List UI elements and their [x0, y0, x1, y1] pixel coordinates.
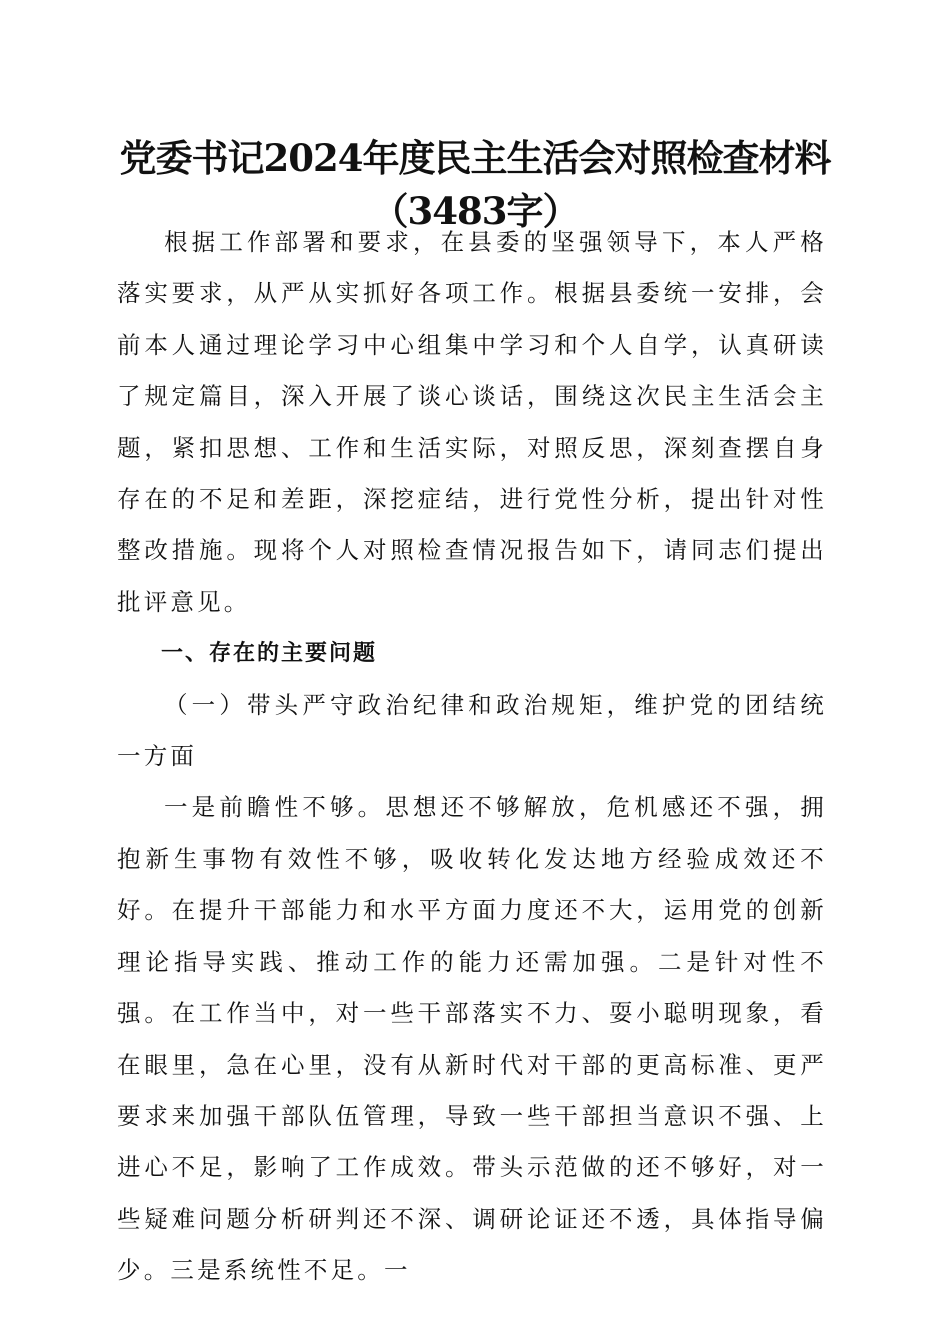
body-paragraph: 一是前瞻性不够。思想还不够解放，危机感还不强，拥抱新生事物有效性不够，吸收转化发达地方经验成效还不好。在提升干部能力和水平方面力度还不大，运用党的创新理论指导实践、推动工作的能力还需加强。二是针对性不强。在工作当中，对一些干部落实不力、耍小聪明现象，看在眼里，急在心里，没有从新时代对干部的更高标准、更严要求来加强干部队伍管理，导致一些干部担当意识不强、上进心不足，影响了工作成效。带头示范做的还不够好，对一些疑难问题分析研判还不深、调研论证还不透，具体指导偏少。三是系统性不足。一: [117, 793, 827, 1285]
document-body: [117, 217, 827, 1297]
document-subtitle-word-count: （3483字）: [371, 189, 579, 233]
document-title: 党委书记2024年度民主生活会对照检查材料: [119, 136, 831, 180]
intro-paragraph: 根据工作部署和要求，在县委的坚强领导下，本人严格落实要求，从严从实抓好各项工作。根据县委统一安排，会前本人通过理论学习中心组集中学习和个人自学，认真研读了规定篇目，深入开展了谈心谈话，围绕这次民主生活会主题，紧扣思想、工作和生活实际，对照反思，深刻查摆自身存在的不足和差距，深挖症结，进行党性分析，提出针对性整改措施。现将个人对照检查情况报告如下，请同志们提出批评意见。: [117, 228, 827, 616]
subsection-heading: （一）带头严守政治纪律和政治规矩，维护党的团结统一方面: [117, 690, 827, 771]
section-heading: 一、存在的主要问题: [161, 641, 378, 667]
